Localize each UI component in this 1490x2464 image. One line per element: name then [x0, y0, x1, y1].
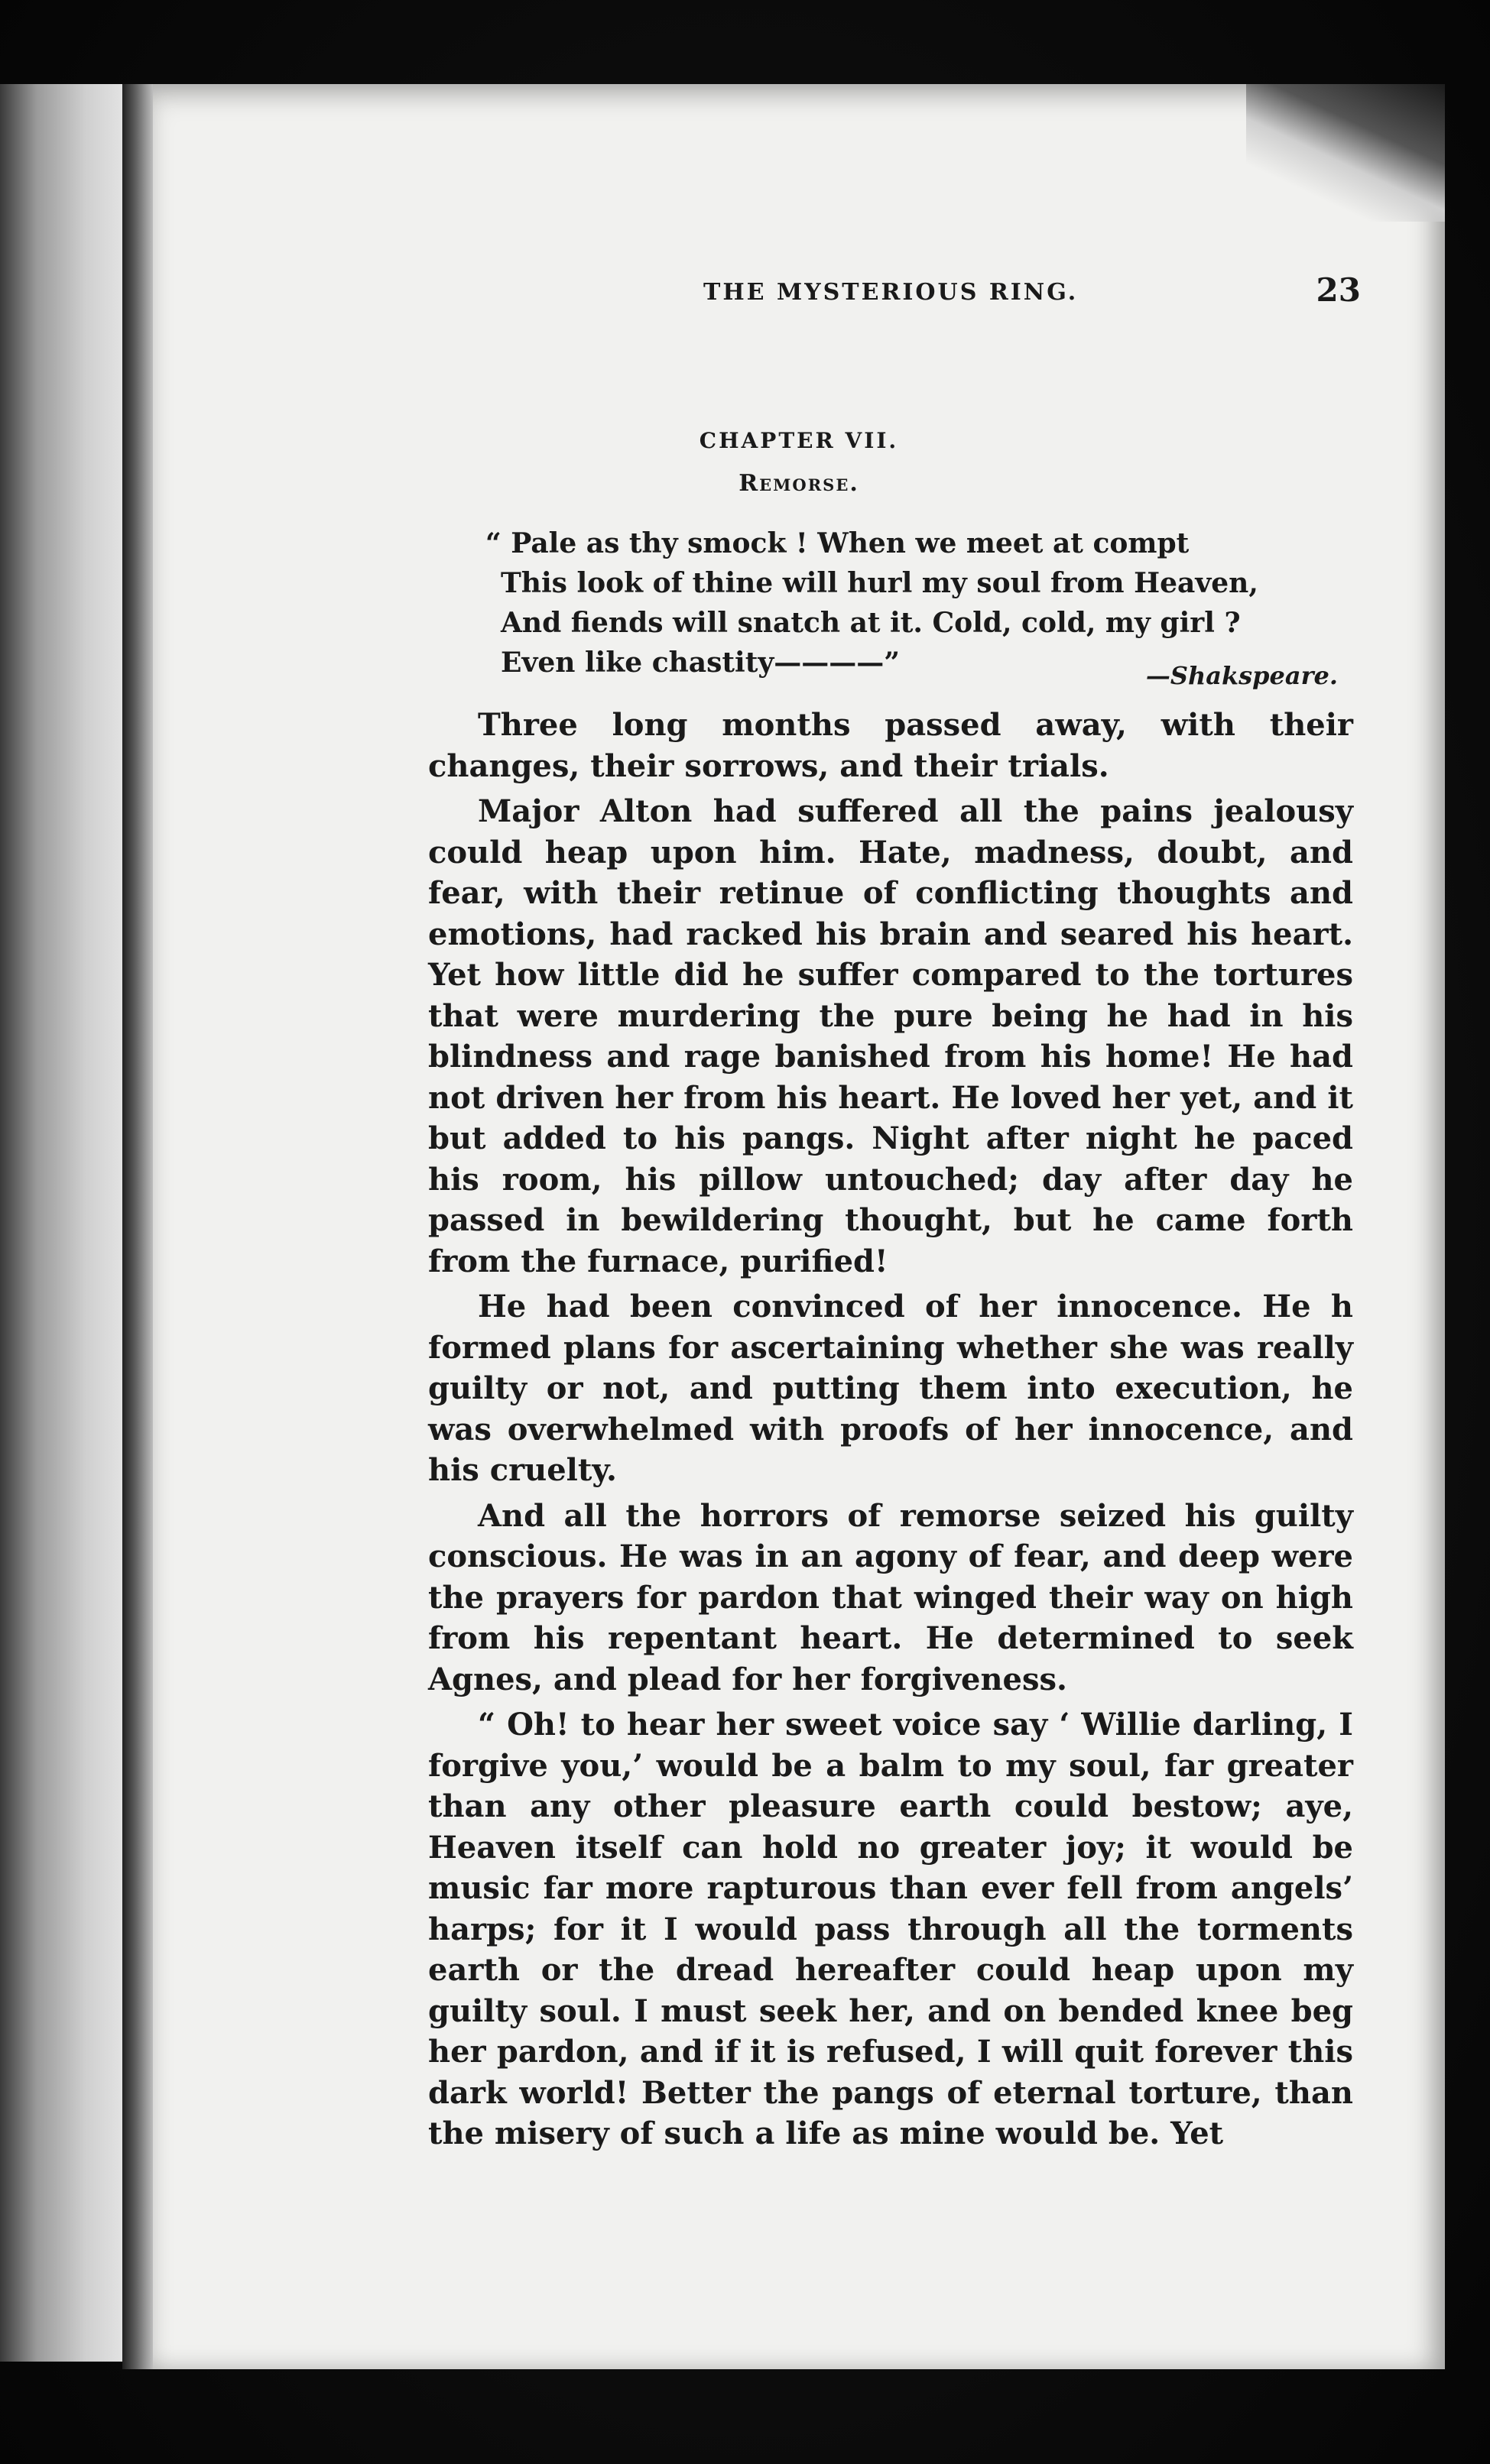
page-corner-curl — [1246, 84, 1445, 222]
epigraph-line: And fiends will snatch at it. Cold, cold, my girl ? — [501, 607, 1241, 639]
chapter-heading: CHAPTER VII. — [699, 428, 899, 453]
epigraph — [485, 524, 1365, 682]
paragraph: He had been convinced of her innocence. He h formed plans for ascertaining whether she was really guilty or not, and putting them into execution, he was overwhelmed with proofs of her innocence, and his cruelty. — [428, 1289, 1353, 1488]
epigraph-line: This look of thine will hurl my soul from Heaven, — [501, 567, 1258, 599]
chapter-subtitle: Remorse. — [739, 470, 859, 497]
page-header — [550, 271, 1361, 317]
paragraph: Three long months passed away, with their changes, their sorrows, and their trials. — [428, 707, 1353, 784]
page-number: 23 — [1316, 271, 1361, 309]
facing-page-edge — [0, 84, 122, 2362]
paragraph: “ Oh! to hear her sweet voice say ‘ Willie darling, I forgive you,’ would be a balm to my soul, far greater than any other pleasure earth could bestow; aye, Heaven itself can hold no greater joy; it would be music far more rapturous than ever fell from angels’ harps; for it I would pass through all the torments earth or the dread hereafter could heap upon my guilty soul. I must seek her, and on bended knee beg her pardon, and if it is refused, I will quit forever this dark world! Better the pangs of eternal torture, than the misery of such a life as mine would be. Yet — [428, 1707, 1353, 2151]
epigraph-attribution: —Shakspeare. — [1145, 661, 1338, 690]
epigraph-line: Even like chastity————” — [501, 647, 900, 679]
book-page — [153, 84, 1445, 2369]
paragraph: And all the horrors of remorse seized his guilty conscious. He was in an agony of fear, and deep were the prayers for pardon that winged their way on high from his repentant heart. He determined to seek Agnes, and plead for her forgiveness. — [428, 1497, 1353, 1697]
epigraph-line: “ Pale as thy smock ! When we meet at compt — [485, 527, 1190, 559]
paragraph: Major Alton had suffered all the pains jealousy could heap upon him. Hate, madness, doubt, and fear, with their retinue of conflicting thoughts and emotions, had racked his brain and seared his heart. Yet how little did he suffer compared to the tortures that were murdering the pure being he had in his blindness and rage banished from his home! He had not driven her from his heart. He loved her yet, and it but added to his pangs. Night after night he paced his room, his pillow untouched; day after day he passed in bewildering thought, but he came forth from the furnace, purified! — [428, 793, 1353, 1279]
running-title: THE MYSTERIOUS RING. — [703, 279, 1079, 306]
body-text — [428, 705, 1353, 2159]
book-gutter — [122, 84, 153, 2369]
